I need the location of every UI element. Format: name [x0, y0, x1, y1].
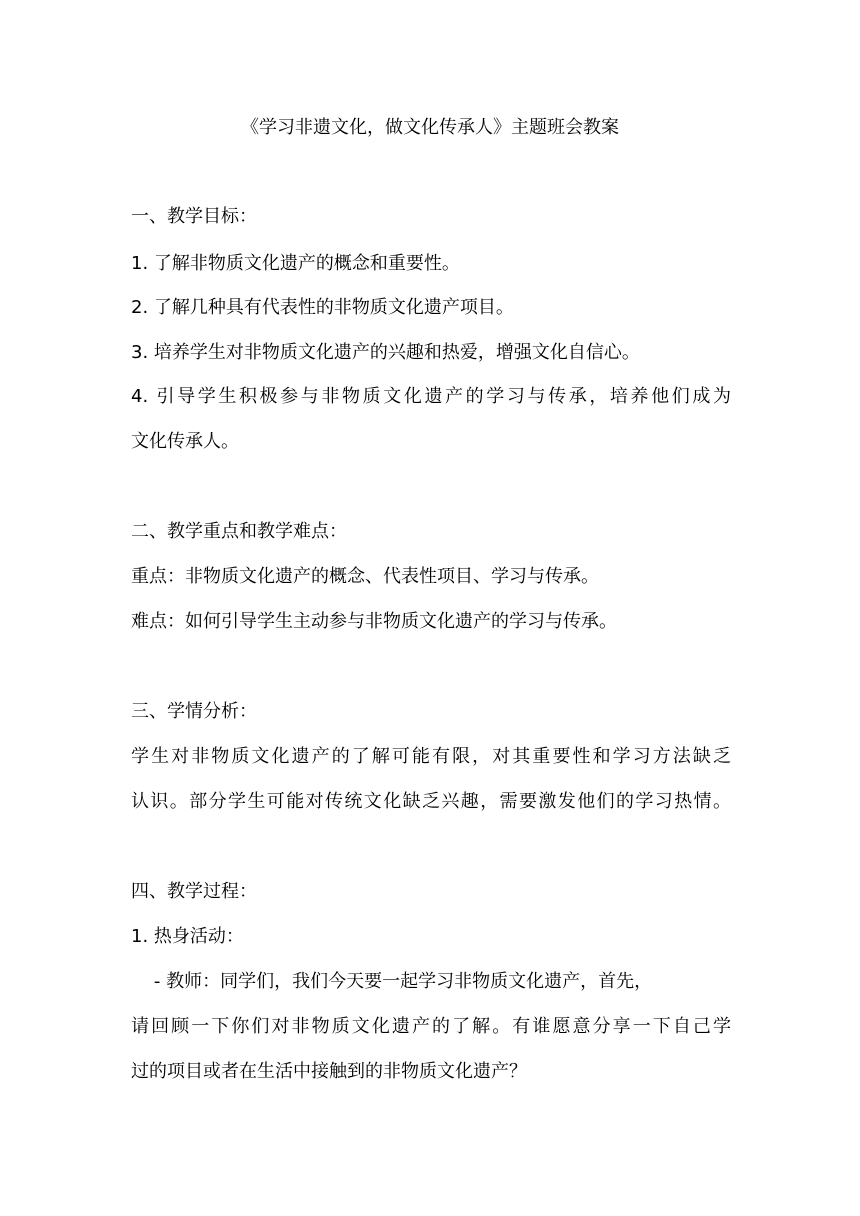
process-text-line: - 教师：同学们，我们今天要一起学习非物质文化遗产，首先， — [131, 971, 653, 992]
objective-item: 2. 了解几种具有代表性的非物质文化遗产项目。 — [131, 297, 514, 318]
process-step-heading: 1. 热身活动： — [131, 926, 244, 947]
analysis-text-line: 认识。部分学生可能对传统文化缺乏兴趣，需要激发他们的学习热情。 — [131, 791, 731, 812]
objective-item-continuation: 文化传承人。 — [131, 431, 239, 452]
process-text-line: 过的项目或者在生活中接触到的非物质文化遗产？ — [131, 1061, 527, 1082]
process-text-line: 请回顾一下你们对非物质文化遗产的了解。有谁愿意分享一下自己学 — [131, 1016, 731, 1037]
section-heading-process: 四、教学过程： — [131, 881, 257, 902]
objective-item: 1. 了解非物质文化遗产的概念和重要性。 — [131, 253, 460, 274]
objective-item: 3. 培养学生对非物质文化遗产的兴趣和热爱，增强文化自信心。 — [131, 342, 640, 363]
objective-item: 4. 引导学生积极参与非物质文化遗产的学习与传承，培养他们成为 — [131, 386, 731, 407]
section-heading-analysis: 三、学情分析： — [131, 701, 257, 722]
difficulty-item: 难点：如何引导学生主动参与非物质文化遗产的学习与传承。 — [131, 611, 617, 632]
section-heading-key-points: 二、教学重点和教学难点： — [131, 521, 347, 542]
analysis-text-line: 学生对非物质文化遗产的了解可能有限，对其重要性和学习方法缺乏 — [131, 746, 731, 767]
section-heading-objectives: 一、教学目标： — [131, 206, 257, 227]
document-title: 《学习非遗文化，做文化传承人》主题班会教案 — [241, 117, 619, 138]
key-point-item: 重点：非物质文化遗产的概念、代表性项目、学习与传承。 — [131, 566, 599, 587]
